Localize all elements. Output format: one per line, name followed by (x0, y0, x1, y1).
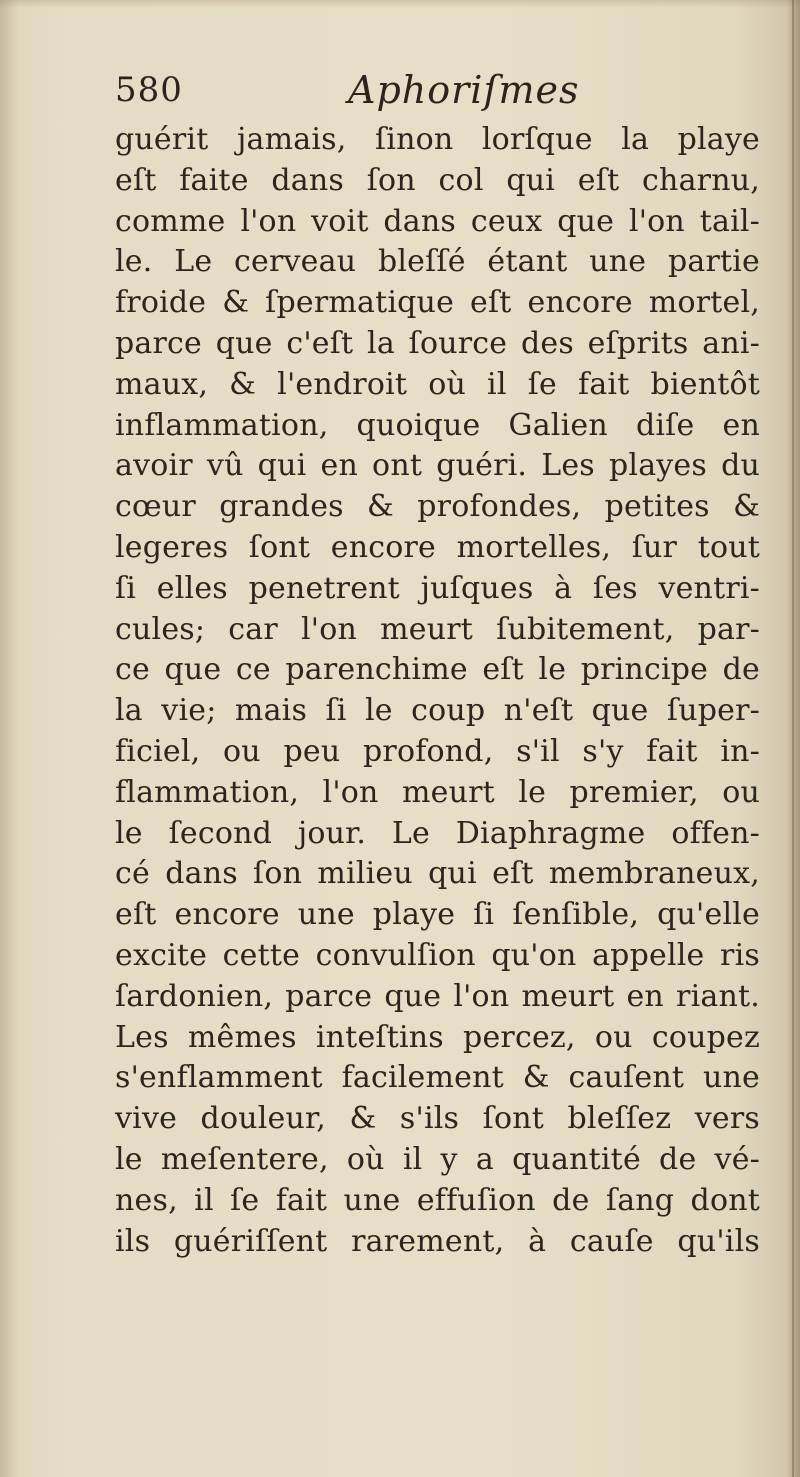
page-top-shadow (0, 0, 800, 8)
text-line: froide & ſpermatique eſt encore mortel, (115, 285, 760, 321)
body-text (115, 120, 760, 1262)
page-number: 580 (115, 70, 183, 110)
text-line: cœur grandes & profondes, petites & (115, 489, 760, 525)
text-line: excite cette convulſion qu'on appelle ris (115, 937, 760, 973)
text-line: cé dans ſon milieu qui eſt membraneux, (115, 856, 760, 892)
text-line: le. Le cerveau bleſſé étant une partie (115, 244, 760, 280)
text-line: guérit jamais, ſinon lorſque la playe (115, 122, 760, 157)
text-line: le ſecond jour. Le Diaphragme offen- (115, 815, 760, 851)
text-line: cules; car l'on meurt ſubitement, par- (115, 611, 760, 647)
page-fold-line (792, 0, 794, 1477)
text-line: flammation, l'on meurt le premier, ou (115, 774, 760, 810)
text-line: maux, & l'endroit où il ſe fait bientôt (115, 366, 760, 402)
text-line: legeres ſont encore mortelles, ſur tout (115, 529, 760, 565)
text-line: nes, il ſe fait une effuſion de ſang dont (115, 1182, 760, 1218)
text-line: ſardonien, parce que l'on meurt en riant. (115, 978, 760, 1014)
text-line: la vie; mais ſi le coup n'eſt que ſuper- (115, 693, 760, 729)
text-line: vive douleur, & s'ils ſont bleſſez vers (115, 1101, 760, 1137)
text-line: avoir vû qui en ont guéri. Les playes du (115, 448, 760, 484)
running-title: Aphoriſmes (348, 68, 580, 112)
text-line: le meſentere, où il y a quantité de vé- (115, 1141, 760, 1177)
text-line: Les mêmes inteſtins percez, ou coupez (115, 1019, 760, 1055)
page-left-shadow (0, 0, 18, 1477)
text-line: comme l'on voit dans ceux que l'on tail- (115, 203, 760, 239)
text-line: ils guériſſent rarement, à cauſe qu'ils (115, 1223, 760, 1259)
text-line: ce que ce parenchime eſt le principe de (115, 652, 760, 688)
page-header (115, 70, 755, 120)
text-line: s'enflamment facilement & cauſent une (115, 1060, 760, 1096)
text-line: inflammation, quoique Galien diſe en (115, 407, 760, 443)
text-line: eſt faite dans ſon col qui eſt charnu, (115, 162, 760, 198)
text-line: parce que c'eſt la ſource des eſprits ani- (115, 325, 760, 361)
text-line: ficiel, ou peu profond, s'il s'y fait in- (115, 733, 760, 769)
text-line: eſt encore une playe ſi ſenſible, qu'elle (115, 897, 760, 933)
text-line: ſi elles penetrent juſques à ſes ventri- (115, 570, 760, 606)
